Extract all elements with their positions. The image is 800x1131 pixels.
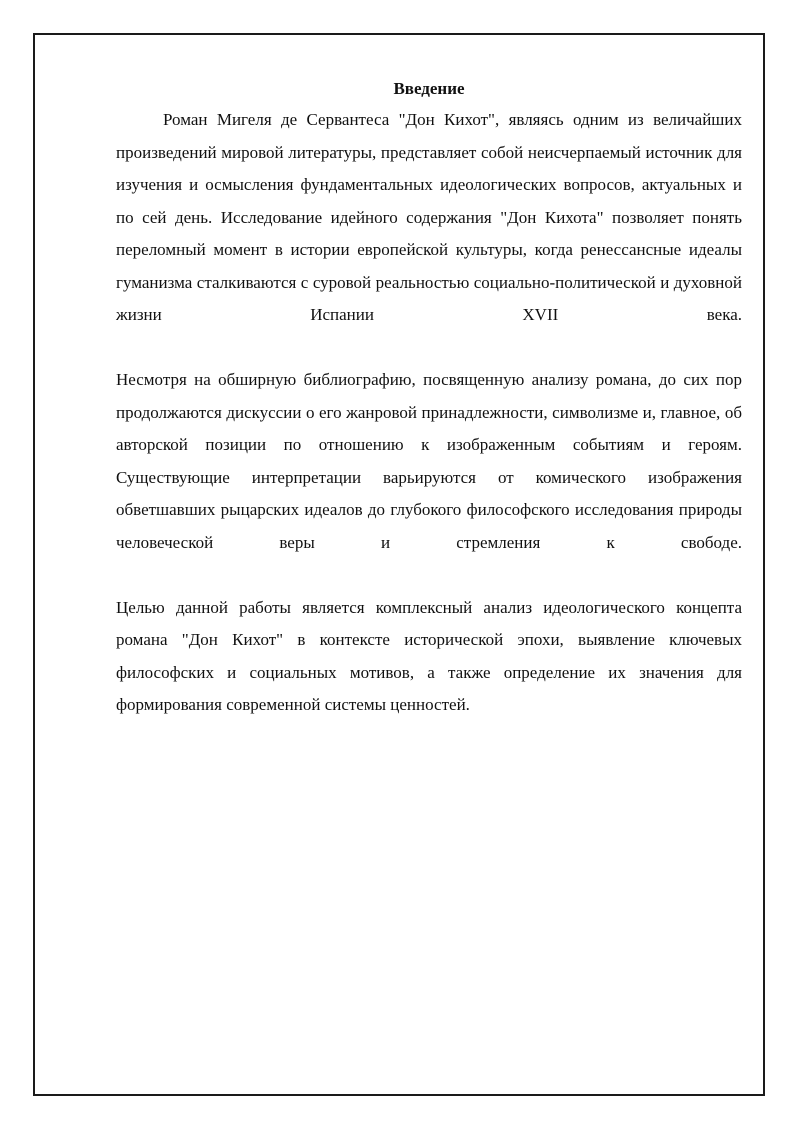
- document-title: Введение: [393, 79, 465, 98]
- paragraph-spacer: [116, 559, 742, 592]
- paragraph-debate: Несмотря на обширную библиографию, посвященную анализу романа, до сих пор продолжаются дискуссии о его жанровой принадлежности, символизме и, главное, об авторской позиции по отношению к изображенным событиям и героям. Существующие интерпретации варьируются от комического изображения обветшавших рыцарских идеалов до глубокого философского исследования природы человеческой веры и стремления к свободе.: [116, 370, 742, 552]
- paragraph-spacer: [116, 332, 742, 365]
- paragraph-intro: Роман Мигеля де Сервантеса "Дон Кихот", являясь одним из величайших произведений мировой литературы, представляет собой неисчерпаемый источник для изучения и осмысления фундаментальных идеологических вопросов, актуальных и по сей день. Исследование идейного содержания "Дон Кихота" позволяет понять переломный момент в истории европейской культуры, когда ренессансные идеалы гуманизма сталкиваются с суровой реальностью социально-политической и духовной жизни Испании XVII века.: [116, 110, 742, 324]
- document-body: [116, 74, 742, 722]
- paragraph-goal: Целью данной работы является комплексный анализ идеологического концепта романа "Дон Кихот" в контексте исторической эпохи, выявление ключевых философских и социальных мотивов, а также определение их значения для формирования современной системы ценностей.: [116, 597, 742, 714]
